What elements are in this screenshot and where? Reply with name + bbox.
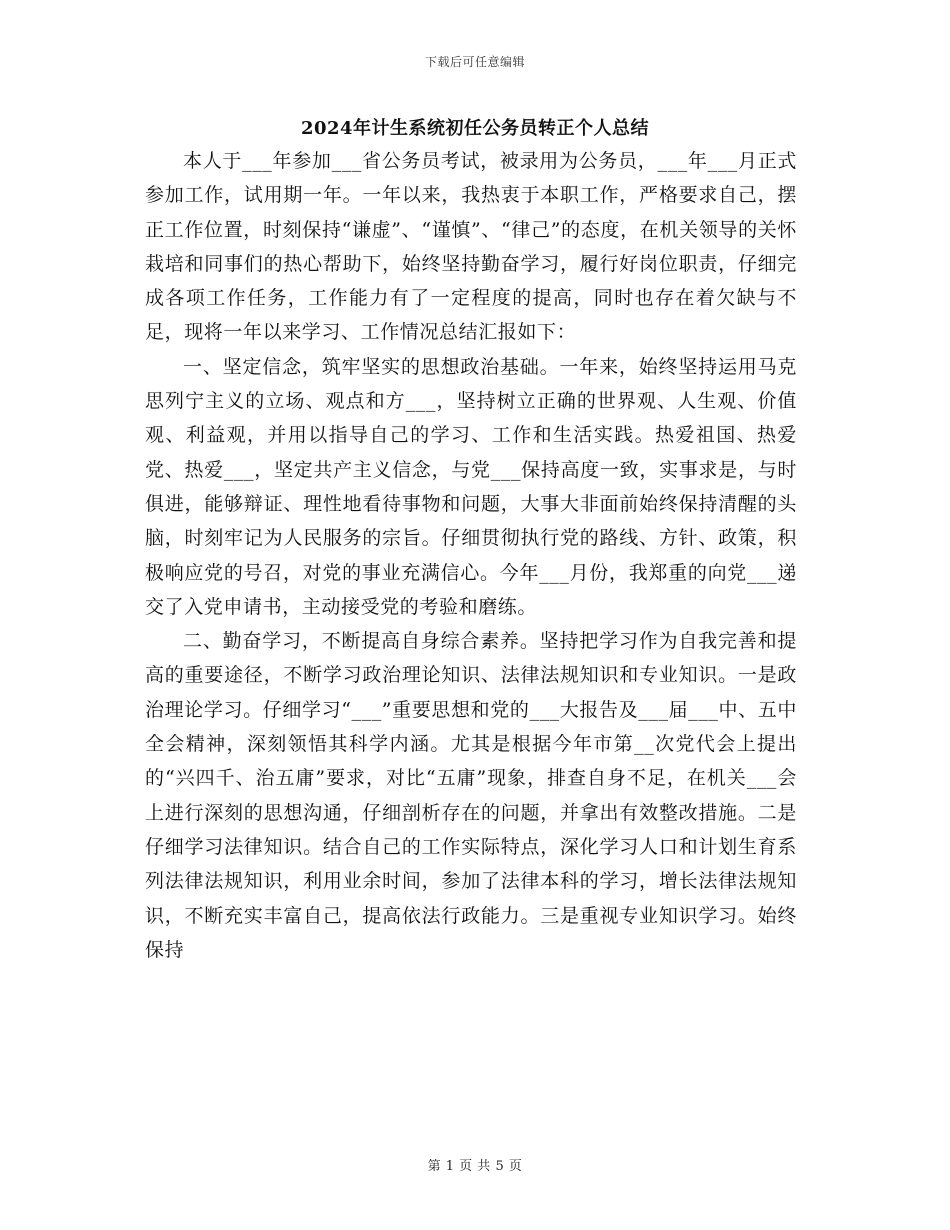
page-number-footer: 第 1 页 共 5 页 [427, 1159, 523, 1174]
paragraph-section-two: 二、勤奋学习，不断提高自身综合素养。坚持把学习作为自我完善和提高的重要途径，不断学习政治理论知识、法律法规知识和专业知识。一是政治理论学习。仔细学习“___”重要思想和党的___大报告及___届___中、五中全会精神，深刻领悟其科学内涵。尤其是根据今年市第__次党代会上提出的“兴四千、治五庸”要求，对比“五庸”现象，排查自身不足，在机关___会上进行深刻的思想沟通，仔细剖析存在的问题，并拿出有效整改措施。二是仔细学习法律知识。结合自己的工作实际特点，深化学习人口和计划生育系列法律法规知识，利用业余时间，参加了法律本科的学习，增长法律法规知识，不断充实丰富自己，提高依法行政能力。三是重视专业知识学习。始终保持 [145, 630, 797, 961]
paragraph-section-one: 一、坚定信念，筑牢坚实的思想政治基础。一年来，始终坚持运用马克思列宁主义的立场、观点和方___，坚持树立正确的世界观、人生观、价值观、利益观，并用以指导自己的学习、工作和生活实践。热爱祖国、热爱党、热爱___，坚定共产主义信念，与党___保持高度一致，实事求是，与时俱进，能够辩证、理性地看待事物和问题，大事大非面前始终保持清醒的头脑，时刻牢记为人民服务的宗旨。仔细贯彻执行党的路线、方针、政策，积极响应党的号召，对党的事业充满信心。今年___月份，我郑重的向党___递交了入党申请书，主动接受党的考验和磨练。 [145, 355, 797, 618]
page-header-note: 下载后可任意编辑 [424, 55, 525, 69]
document-title: 2024年计生系统初任公务员转正个人总结 [300, 118, 650, 139]
document-body [145, 144, 797, 967]
paragraph-intro: 本人于___年参加___省公务员考试，被录用为公务员，___年___月正式参加工作，试用期一年。一年以来，我热衷于本职工作，严格要求自己，摆正工作位置，时刻保持“谦虚”、“谨慎”、“律己”的态度，在机关领导的关怀栽培和同事们的热心帮助下，始终坚持勤奋学习，履行好岗位职责，仔细完成各项工作任务，工作能力有了一定程度的提高，同时也存在着欠缺与不足，现将一年以来学习、工作情况总结汇报如下： [145, 150, 797, 344]
